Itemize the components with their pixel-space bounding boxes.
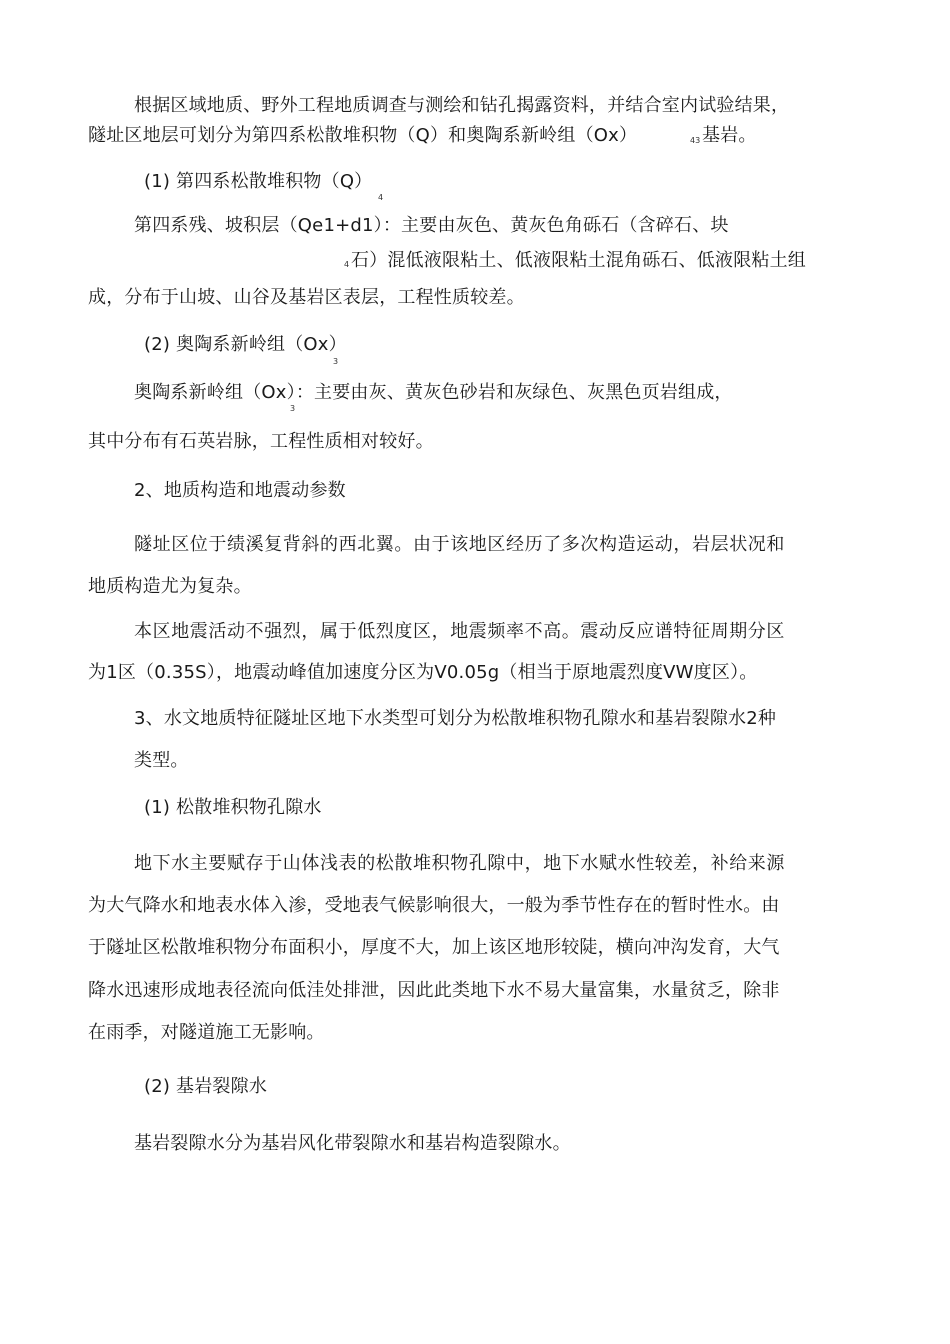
- para-quaternary-line-1: 第四系残、坡积层（Qe1+d1）：主要由灰色、黄灰色角砾石（含碎石、块: [134, 215, 729, 236]
- section-2-title: 2、地质构造和地震动参数: [134, 480, 346, 501]
- para-ordovician-subscript: 3: [290, 404, 296, 413]
- para-quaternary-subscript: 4: [344, 260, 350, 269]
- para-strata-line-1: 根据区域地质、野外工程地质调查与测绘和钻孔揭露资料，并结合室内试验结果，: [134, 95, 790, 116]
- para-strata-line-2-tail: 基岩。: [702, 125, 757, 146]
- heading-ordovician: (2) 奥陶系新岭组（Ox）: [144, 334, 347, 355]
- heading-quaternary-subscript: 4: [378, 193, 384, 202]
- para-bedrock-water-line-1: 基岩裂隙水分为基岩风化带裂隙水和基岩构造裂隙水。: [134, 1133, 571, 1154]
- para-pore-water-line-5: 在雨季，对隧道施工无影响。: [88, 1022, 325, 1043]
- para-seismic-line-2: 为1区（0.35S），地震动峰值加速度分区为V0.05g（相当于原地震烈度VW度区）。: [88, 662, 758, 683]
- heading-ordovician-subscript: 3: [333, 357, 339, 366]
- para-quaternary-line-3: 成，分布于山坡、山谷及基岩区表层，工程性质较差。: [88, 287, 525, 308]
- heading-quaternary: (1) 第四系松散堆积物（Q）: [144, 171, 373, 192]
- para-pore-water-line-1: 地下水主要赋存于山体浅表的松散堆积物孔隙中，地下水赋水性较差，补给来源: [134, 853, 785, 874]
- para-ordovician-line-2: 其中分布有石英岩脉，工程性质相对较好。: [88, 431, 434, 452]
- para-ordovician-line-1: 奥陶系新岭组（Ox）：主要由灰、黄灰色砂岩和灰绿色、灰黑色页岩组成，: [134, 382, 733, 403]
- para-strata-subscript: 43: [690, 136, 701, 145]
- para-quaternary-line-2: 石）混低液限粘土、低液限粘土混角砾石、低液限粘土组: [351, 250, 806, 271]
- para-strata-line-2: 隧址区地层可划分为第四系松散堆积物（Q）和奥陶系新岭组（Ox）: [88, 125, 638, 146]
- para-structure-line-2: 地质构造尤为复杂。: [88, 576, 252, 597]
- section-3-line-2: 类型。: [134, 750, 189, 771]
- para-seismic-line-1: 本区地震活动不强烈，属于低烈度区，地震频率不高。震动反应谱特征周期分区: [134, 621, 785, 642]
- section-3-line-1: 3、水文地质特征隧址区地下水类型可划分为松散堆积物孔隙水和基岩裂隙水2种: [134, 708, 777, 729]
- heading-bedrock-water: (2) 基岩裂隙水: [144, 1076, 268, 1097]
- heading-pore-water: (1) 松散堆积物孔隙水: [144, 797, 322, 818]
- para-pore-water-line-2: 为大气降水和地表水体入渗，受地表气候影响很大，一般为季节性存在的暂时性水。由: [88, 895, 780, 916]
- para-pore-water-line-3: 于隧址区松散堆积物分布面积小，厚度不大，加上该区地形较陡，横向冲沟发育，大气: [88, 937, 780, 958]
- para-structure-line-1: 隧址区位于绩溪复背斜的西北翼。由于该地区经历了多次构造运动，岩层状况和: [134, 534, 785, 555]
- para-pore-water-line-4: 降水迅速形成地表径流向低洼处排泄，因此此类地下水不易大量富集，水量贫乏，除非: [88, 980, 780, 1001]
